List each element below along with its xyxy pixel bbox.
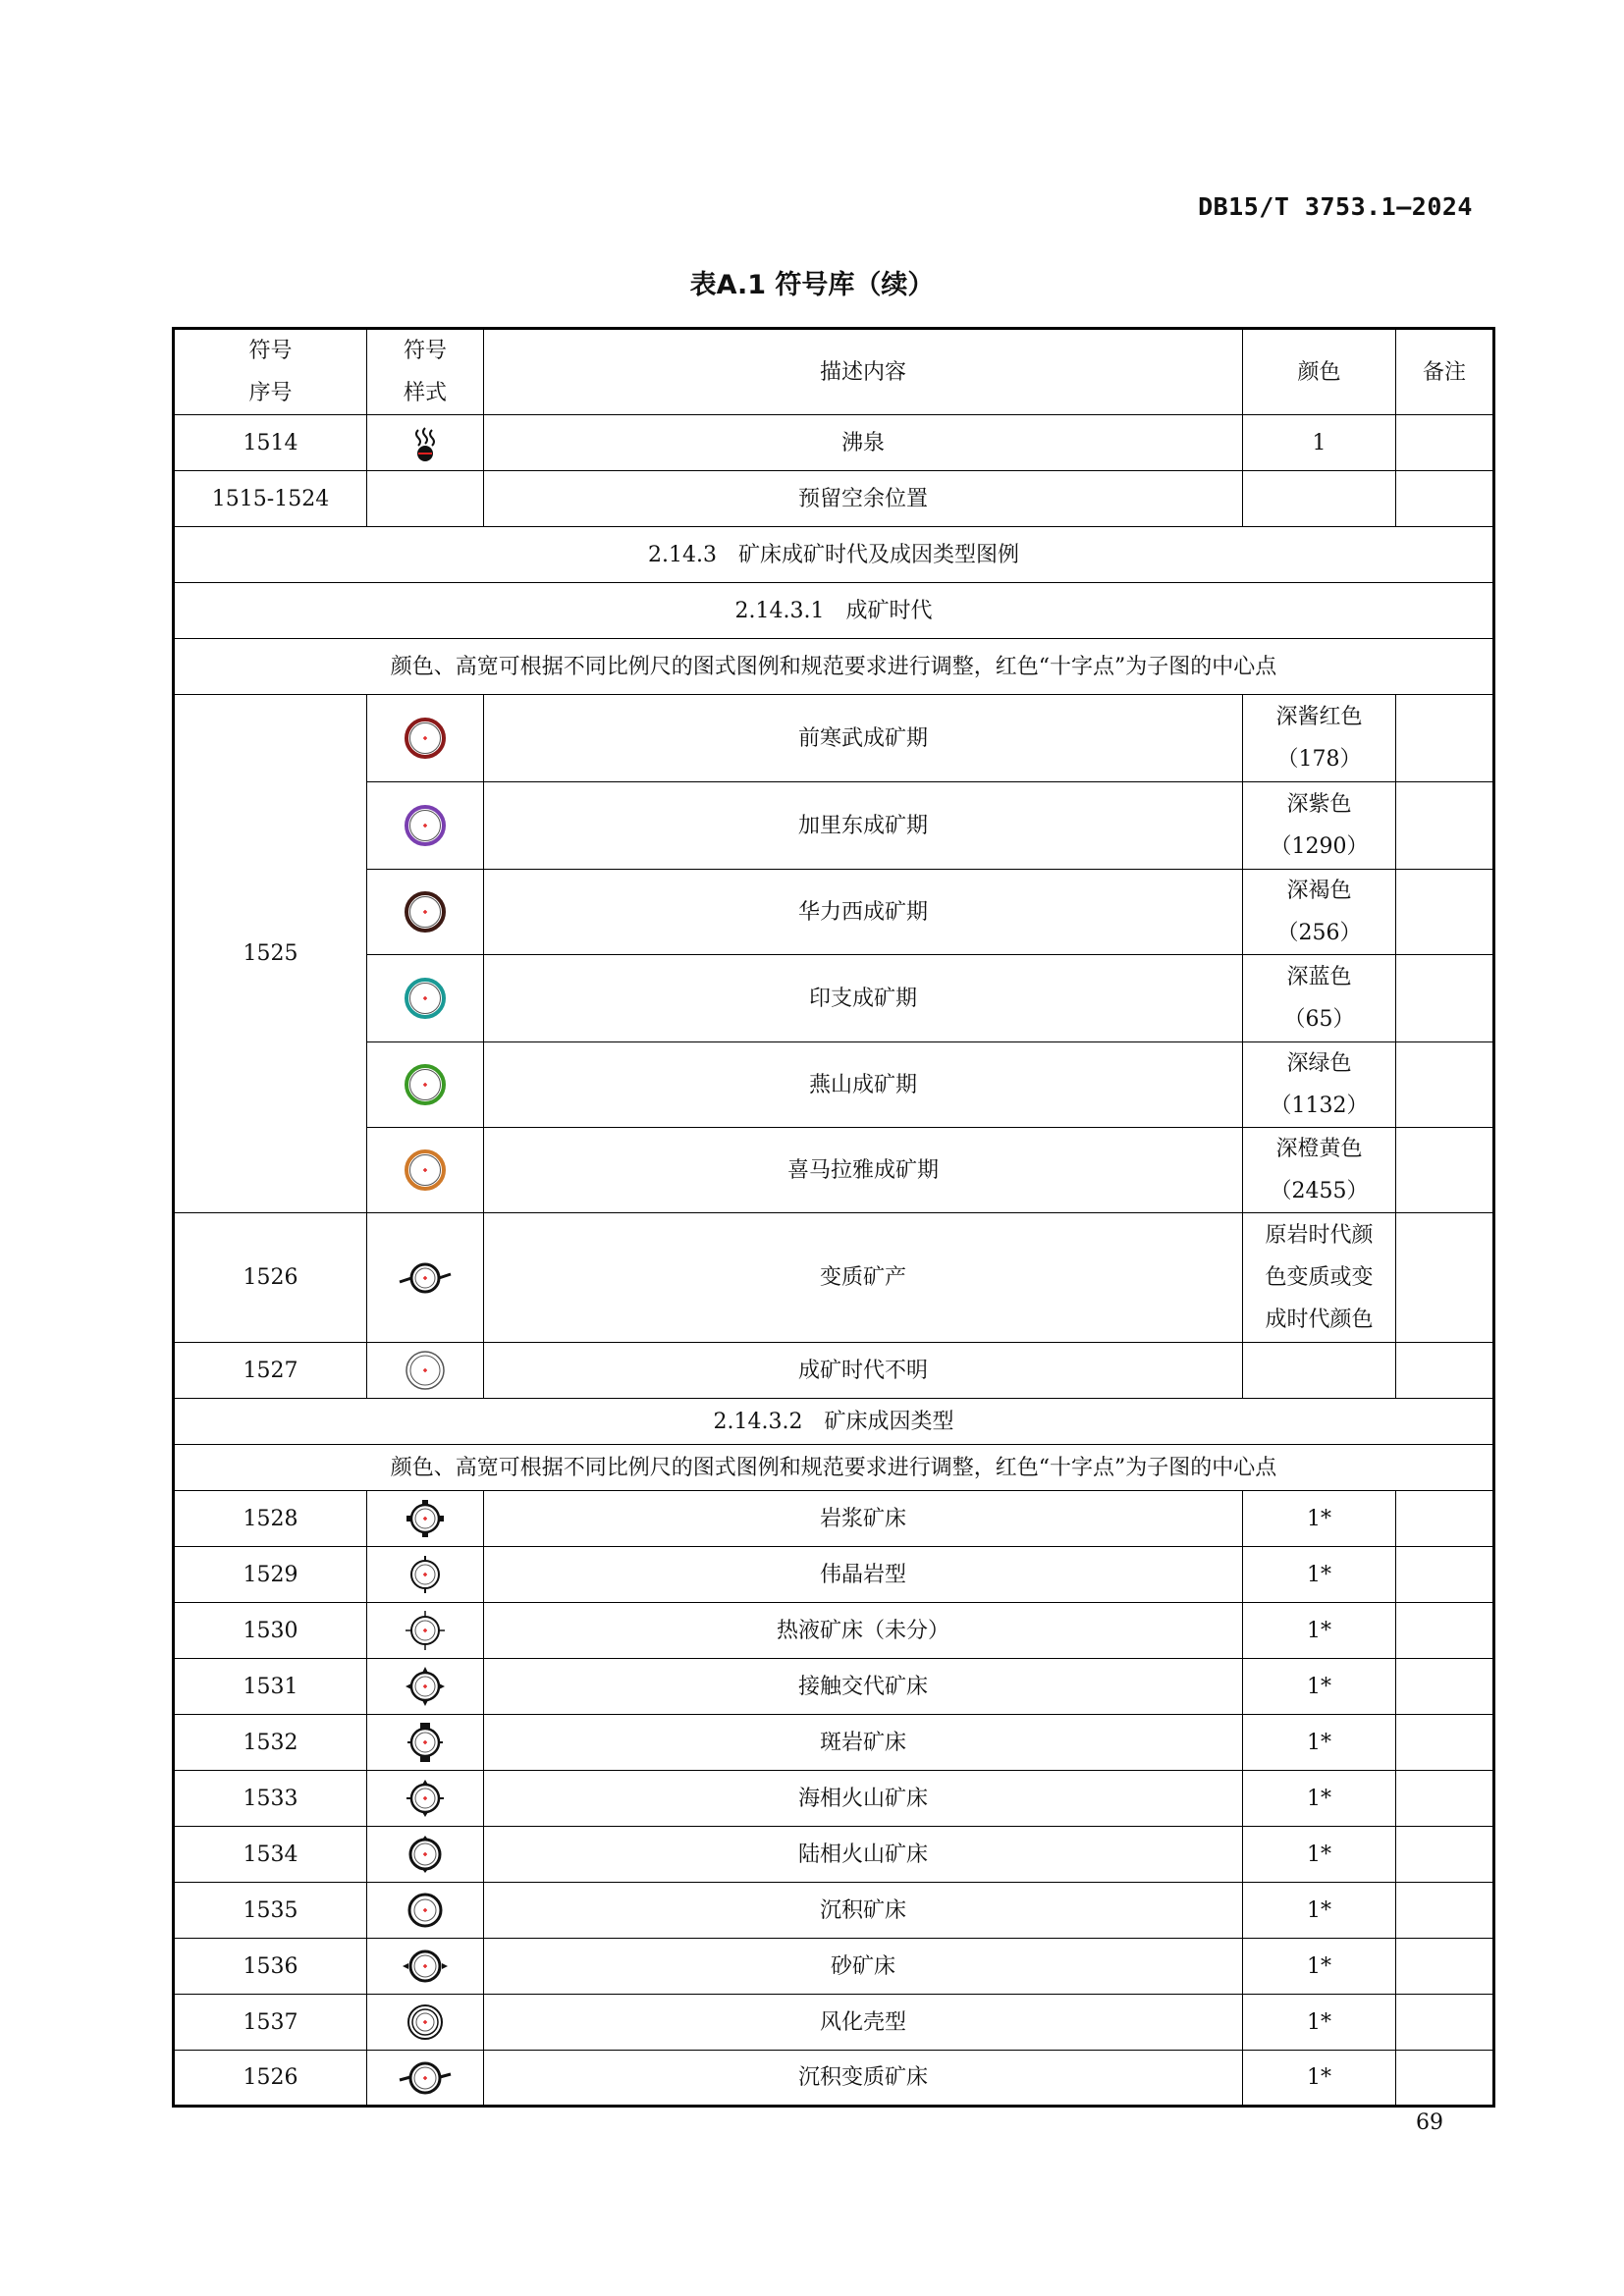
symbol-library-table bbox=[172, 327, 1495, 2108]
dark-orange-ring-icon bbox=[404, 1148, 447, 1192]
dark-red-ring-icon bbox=[404, 717, 447, 760]
table-row: 1530 热液矿床（未分） 1* bbox=[174, 1603, 1494, 1659]
table-row: 1533 海相火山矿床 1* bbox=[174, 1771, 1494, 1827]
weathering-crust-type-icon bbox=[404, 2001, 447, 2044]
table-row: 喜马拉雅成矿期 深橙黄色 （2455） bbox=[174, 1128, 1494, 1213]
header-color: 颜色 bbox=[1243, 329, 1396, 415]
document-code: DB15/T 3753.1—2024 bbox=[1198, 192, 1473, 221]
table-row: 燕山成矿期 深绿色 （1132） bbox=[174, 1042, 1494, 1128]
table-row: 1535 沉积矿床 1* bbox=[174, 1883, 1494, 1939]
continental-volcanic-deposit-icon bbox=[404, 1833, 447, 1876]
note-row: 颜色、高宽可根据不同比例尺的图式图例和规范要求进行调整，红色“十字点”为子图的中心点 bbox=[174, 1445, 1494, 1491]
porphyry-deposit-icon bbox=[404, 1721, 447, 1764]
dark-purple-ring-icon bbox=[404, 804, 447, 847]
table-row: 1532 斑岩矿床 1* bbox=[174, 1715, 1494, 1771]
section-row: 2.14.3.1 成矿时代 bbox=[174, 583, 1494, 639]
table-row: 1514 沸泉 1 bbox=[174, 415, 1494, 471]
table-row: 1526 变质矿产 原岩时代颜 色变质或变 成时代颜色 bbox=[174, 1213, 1494, 1343]
table-row: 华力西成矿期 深褐色 （256） bbox=[174, 870, 1494, 955]
contact-metasomatic-deposit-icon bbox=[404, 1665, 447, 1708]
hydrothermal-deposit-icon bbox=[404, 1609, 447, 1652]
table-row: 1528 岩浆矿床 1* bbox=[174, 1491, 1494, 1547]
table-row: 印支成矿期 深蓝色 （65） bbox=[174, 955, 1494, 1042]
pegmatite-type-icon bbox=[404, 1553, 447, 1596]
dark-green-ring-icon bbox=[404, 1063, 447, 1106]
magmatic-deposit-icon bbox=[404, 1497, 447, 1540]
table-row: 加里东成矿期 深紫色 （1290） bbox=[174, 782, 1494, 870]
table-header-row bbox=[174, 329, 1494, 415]
table-row: 1527 成矿时代不明 bbox=[174, 1343, 1494, 1399]
table-row: 1525 前寒武成矿期 深酱红色 （178） bbox=[174, 695, 1494, 782]
section-row: 2.14.3 矿床成矿时代及成因类型图例 bbox=[174, 527, 1494, 583]
header-desc: 描述内容 bbox=[484, 329, 1243, 415]
metamorphic-deposit-icon bbox=[398, 1256, 453, 1300]
header-style: 符号 样式 bbox=[367, 329, 484, 415]
table-row: 1534 陆相火山矿床 1* bbox=[174, 1827, 1494, 1883]
section-row: 2.14.3.2 矿床成因类型 bbox=[174, 1399, 1494, 1445]
sedimentary-deposit-icon bbox=[404, 1889, 447, 1932]
dark-cyan-ring-icon bbox=[404, 977, 447, 1020]
header-seq: 符号 序号 bbox=[174, 329, 367, 415]
header-note: 备注 bbox=[1396, 329, 1494, 415]
sedimentary-metamorphic-deposit-icon bbox=[398, 2056, 453, 2100]
placer-deposit-icon bbox=[400, 1945, 451, 1988]
table-title: 表A.1 符号库（续） bbox=[689, 270, 935, 300]
boiling-spring-icon bbox=[410, 424, 440, 463]
page-number: 69 bbox=[1416, 2110, 1443, 2135]
table-row: 1531 接触交代矿床 1* bbox=[174, 1659, 1494, 1715]
dark-brown-ring-icon bbox=[404, 890, 447, 934]
table-row: 1526 沉积变质矿床 1* bbox=[174, 2051, 1494, 2107]
unknown-age-ring-icon bbox=[404, 1349, 447, 1392]
note-row: 颜色、高宽可根据不同比例尺的图式图例和规范要求进行调整，红色“十字点”为子图的中心点 bbox=[174, 639, 1494, 695]
marine-volcanic-deposit-icon bbox=[404, 1777, 447, 1820]
table-row: 1537 风化壳型 1* bbox=[174, 1995, 1494, 2051]
table-row: 1529 伟晶岩型 1* bbox=[174, 1547, 1494, 1603]
table-row: 1515-1524 预留空余位置 bbox=[174, 471, 1494, 527]
table-row: 1536 砂矿床 1* bbox=[174, 1939, 1494, 1995]
